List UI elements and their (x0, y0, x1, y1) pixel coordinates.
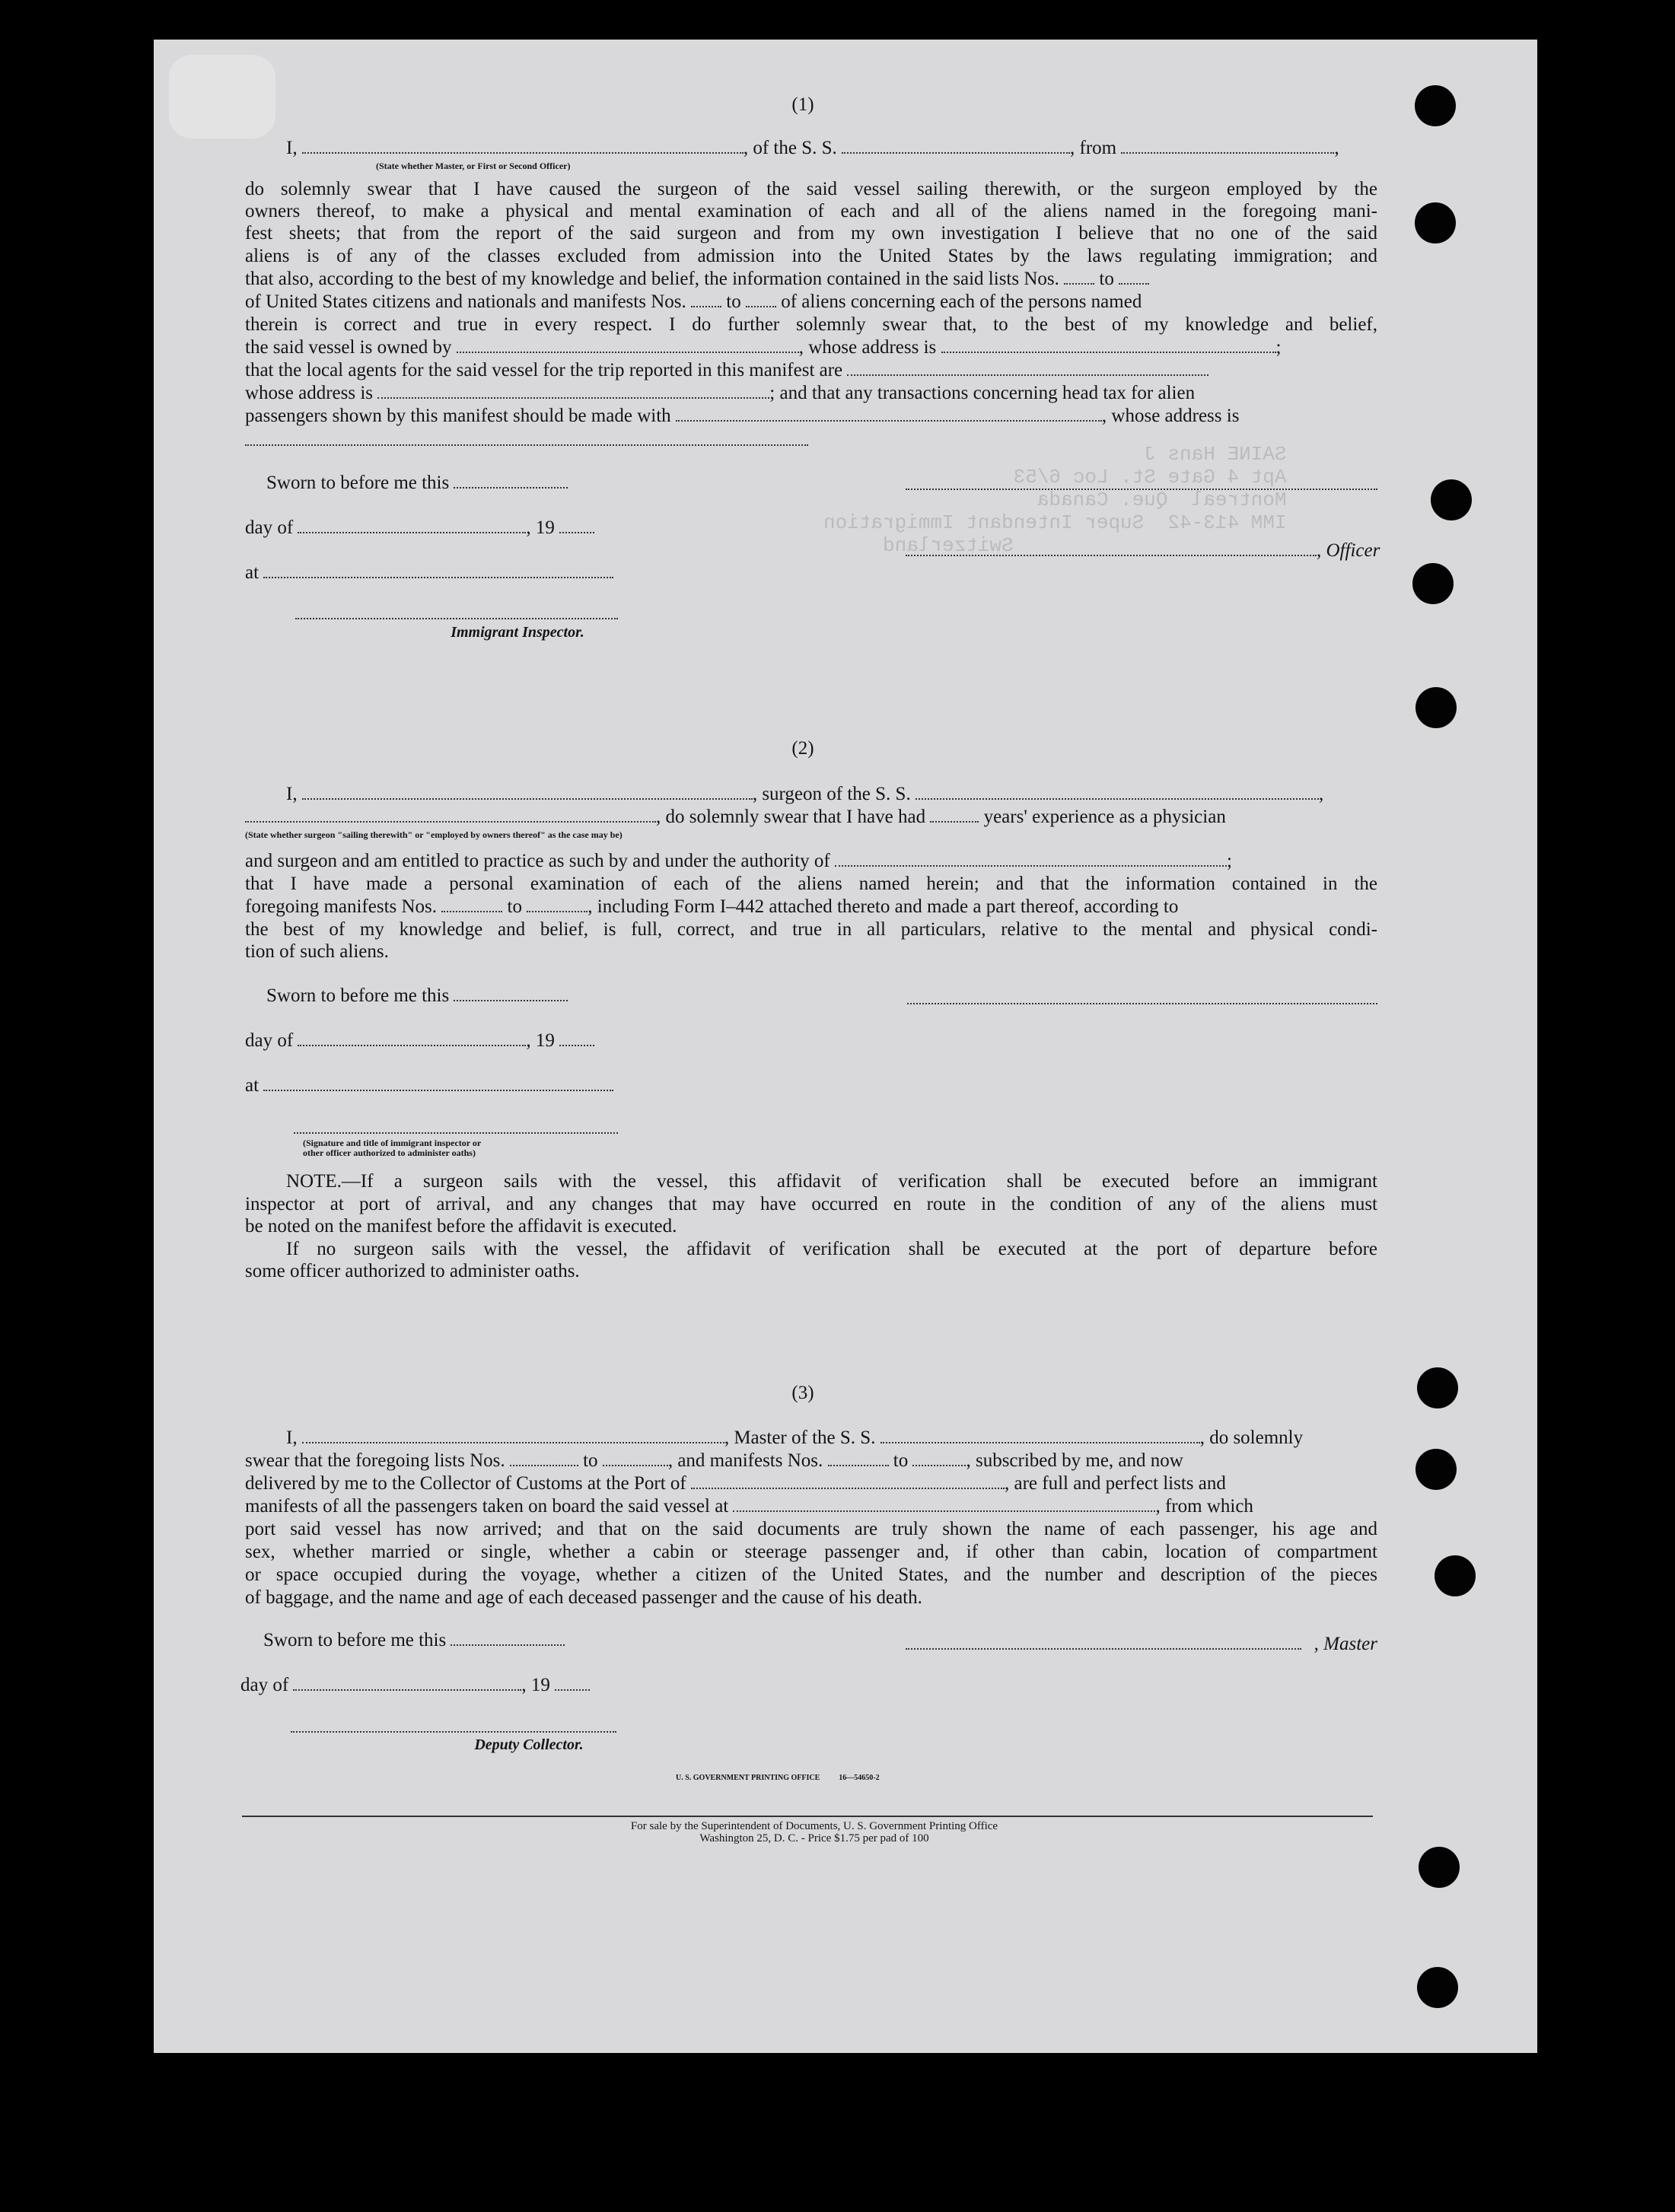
s3-l3-b: , are full and perfect lists and (1005, 1473, 1226, 1494)
owner-field[interactable] (457, 336, 799, 353)
s2-l5-a: foregoing manifests Nos. (245, 896, 438, 917)
s2-dayof (245, 1030, 641, 1052)
s3-lists-to-field[interactable] (603, 1450, 668, 1466)
s3-line-1 (286, 1427, 1377, 1450)
s2-line-4: that I have made a personal examination of each of the aliens named herein; and that the information contained in the (245, 874, 1377, 894)
scan-blemish (169, 55, 275, 138)
note-text-1: —If a surgeon sails with the vessel, this affidavit of verification shall be executed before an immigrant (341, 1171, 1377, 1192)
sale-notice-2: Washington 25, D. C. - Price $1.75 per pad of 100 (699, 1832, 929, 1844)
section-2-heading: (2) (791, 738, 814, 759)
s2-manifests-from-field[interactable] (441, 896, 502, 912)
s3-l3-a: delivered by me to the Collector of Customs at the Port of (245, 1473, 686, 1494)
s1-l12-b: , whose address is (1101, 406, 1240, 426)
s1-l6-b: to (1099, 269, 1114, 289)
s2-l5-b: to (507, 896, 522, 917)
s1-line-11 (245, 382, 1377, 405)
surgeon-name-field[interactable] (302, 783, 753, 800)
s3-vessel-field[interactable] (880, 1427, 1200, 1443)
s3-manifests-from-field[interactable] (828, 1450, 889, 1466)
s3-lists-from-field[interactable] (510, 1450, 578, 1466)
punch-hole (1435, 1555, 1476, 1596)
s2-note-line-4: If no surgeon sails with the vessel, the affidavit of verification shall be executed at the port of departure before (286, 1239, 1377, 1259)
s1-line-4: fest sheets; that from the report of the said surgeon and from my own investigation I believe that no one of the said (245, 223, 1377, 243)
s3-manifests-to-field[interactable] (912, 1450, 966, 1466)
s1-l1-c: , from (1070, 138, 1117, 158)
s3-l4-b: , from which (1155, 1496, 1253, 1517)
s1-year-field[interactable] (559, 517, 594, 533)
s3-year-field[interactable] (555, 1674, 590, 1691)
s1-caption-rank: (State whether Master, or First or Second Officer) (376, 161, 571, 171)
sale-notice-1: For sale by the Superintendent of Documents, U. S. Government Printing Office (630, 1820, 998, 1832)
s2-l1-a: I, (286, 784, 298, 804)
s1-l7-c: of aliens concerning each of the persons named (781, 291, 1142, 312)
s1-l9-c: ; (1275, 337, 1282, 358)
s3-master-label: , Master (1314, 1634, 1377, 1654)
s2-line-2 (245, 806, 1377, 829)
s2-line-3 (245, 850, 1377, 873)
local-agents-field[interactable] (847, 359, 1208, 376)
s3-l2-c: , and manifests Nos. (667, 1450, 823, 1471)
s2-l2-a: , do solemnly swear that I have had (656, 807, 926, 827)
s1-line-9 (245, 336, 1377, 359)
s1-l11-b: ; and that any transactions concerning head tax for alien (769, 383, 1196, 403)
s1-l6-a: that also, according to the best of my knowledge and belief, the information contained in the said lists Nos. (245, 269, 1059, 289)
s1-officer-label: , Officer (1317, 540, 1380, 561)
s2-line-6: the best of my knowledge and belief, is full, correct, and true in all particulars, relative to the mental and physical condi- (245, 919, 1377, 940)
s1-line-10 (245, 359, 1377, 382)
s1-line-12 (245, 405, 1377, 428)
s2-at-label: at (245, 1075, 260, 1096)
s1-l7-a: of United States citizens and nationals and manifests Nos. (245, 291, 686, 312)
s1-line-5: aliens is of any of the classes excluded from admission into the United States by the laws regulating immigration; and (245, 246, 1377, 266)
head-tax-party-field[interactable] (676, 405, 1102, 422)
s3-month-field[interactable] (293, 1674, 521, 1691)
officer-rank-field[interactable] (302, 137, 744, 154)
note-label: NOTE. (286, 1171, 342, 1192)
s2-l3-b: ; (1227, 851, 1232, 871)
s2-sworn-day-field[interactable] (454, 985, 568, 1001)
section-1-heading: (1) (791, 94, 814, 115)
departure-port-field[interactable] (1121, 137, 1334, 154)
s1-sworn (266, 472, 647, 495)
s3-line-7: or space occupied during the voyage, whether a citizen of the United States, and the number and description of the pieces (245, 1564, 1377, 1585)
s3-sworn (263, 1629, 644, 1652)
s2-year-label: , 19 (526, 1030, 555, 1051)
s2-l1-b: , surgeon of the S. S. (752, 784, 911, 804)
s2-caption-status: (State whether surgeon "sailing therewith" or "employed by owners thereof" as the case may be) (245, 829, 623, 840)
punch-hole (1415, 687, 1457, 728)
s3-l1-c: , do solemnly (1199, 1427, 1304, 1448)
s2-at (245, 1074, 641, 1097)
s1-officer-field[interactable] (906, 539, 1317, 556)
s3-l1-a: I, (286, 1427, 298, 1448)
s1-inspector-line[interactable] (295, 618, 618, 619)
punch-hole (1415, 1449, 1457, 1490)
s1-l7-b: to (726, 291, 741, 312)
s2-note-line-5: some officer authorized to administer oaths. (245, 1261, 580, 1281)
s1-at (245, 562, 641, 584)
s3-line-8: of baggage, and the name and age of each deceased passenger and the cause of his death. (245, 1587, 922, 1608)
s3-line-3 (245, 1472, 1377, 1495)
agents-address-field[interactable] (377, 382, 769, 399)
s1-l12-a: passengers shown by this manifest should be made with (245, 406, 671, 426)
port-of-arrival-field[interactable] (691, 1472, 1005, 1489)
manifests-to-field[interactable] (746, 291, 776, 307)
s1-l11-a: whose address is (245, 383, 374, 403)
s1-officer (906, 539, 1380, 562)
s3-l2-a: swear that the foregoing lists Nos. (245, 1450, 505, 1471)
s2-l2-b: years' experience as a physician (983, 807, 1226, 827)
s1-sworn-label: Sworn to before me this (266, 473, 450, 493)
s3-line-4 (245, 1495, 1377, 1518)
s2-year-field[interactable] (559, 1030, 594, 1046)
s3-l2-d: to (893, 1450, 909, 1471)
lists-from-field[interactable] (1064, 268, 1094, 285)
s1-sworn-day-field[interactable] (454, 472, 568, 489)
owner-address-field[interactable] (941, 336, 1276, 353)
s3-line-5: port said vessel has now arrived; and that on the said documents are truly shown the name of each passenger, his age and (245, 1519, 1377, 1539)
s3-l1-b: , Master of the S. S. (724, 1427, 876, 1448)
show-through-text: SAINE Hans J Apt 4 Gate St. Loc 6/53 Montreal Que. Canada IMM 413-42 Super Intendant Immigration Switzerland (823, 443, 1287, 557)
s3-deputy-line[interactable] (291, 1731, 616, 1733)
port-of-embarkation-field[interactable] (733, 1495, 1155, 1512)
s1-l9-b: , whose address is (798, 337, 937, 358)
s1-month-field[interactable] (298, 517, 526, 533)
s3-year-label: , 19 (521, 1675, 550, 1695)
vessel-name-field[interactable] (842, 137, 1070, 154)
s1-at-label: at (245, 562, 260, 583)
s3-l2-b: to (583, 1450, 598, 1471)
s1-dayof-label: day of (245, 517, 294, 538)
punch-hole (1431, 479, 1472, 520)
s2-line-7: tion of such aliens. (245, 941, 389, 962)
s2-inspector-line[interactable] (294, 1132, 618, 1134)
punch-hole (1415, 202, 1456, 243)
s3-l4-a: manifests of all the passengers taken on board the said vessel at (245, 1496, 729, 1517)
s2-at-field[interactable] (263, 1074, 613, 1091)
s1-year-label: , 19 (526, 517, 555, 538)
punch-hole (1412, 563, 1454, 604)
s2-l1-c: , (1318, 784, 1324, 804)
s3-master (906, 1633, 1377, 1656)
s2-note-line-1 (286, 1170, 1377, 1193)
s1-l10: that the local agents for the said vessel for the trip reported in this manifest are (245, 360, 843, 380)
lists-to-field[interactable] (1119, 268, 1149, 285)
s1-l9-a: the said vessel is owned by (245, 337, 452, 358)
s2-note-line-2: inspector at port of arrival, and any changes that may have occurred en route in the condition of any of the aliens must (245, 1194, 1377, 1214)
s3-sworn-day-field[interactable] (451, 1629, 565, 1646)
s1-inspector-label: Immigrant Inspector. (451, 624, 584, 641)
s3-line-2 (245, 1450, 1377, 1472)
years-experience-field[interactable] (930, 806, 979, 823)
section-3-heading: (3) (791, 1383, 814, 1403)
footer-rule (242, 1816, 1373, 1817)
surgeon-status-field[interactable] (245, 806, 656, 823)
s2-dayof-label: day of (245, 1030, 294, 1051)
s1-address-continuation (245, 444, 808, 446)
s2-line-5 (245, 896, 1377, 918)
s1-line-3: owners thereof, to make a physical and mental examination of each and all of the aliens named in the foregoing mani- (245, 201, 1377, 221)
s3-dayof-label: day of (240, 1675, 289, 1695)
s1-at-field[interactable] (263, 562, 613, 578)
s2-sig-caption-1: (Signature and title of immigrant inspector or (303, 1138, 482, 1148)
s1-l1-b: , of the S. S. (743, 138, 837, 158)
s3-l2-e: , subscribed by me, and now (966, 1450, 1183, 1471)
punch-hole (1417, 1967, 1458, 2008)
authority-field[interactable] (835, 850, 1227, 867)
s2-sig-caption-2: other officer authorized to administer oaths) (303, 1147, 476, 1158)
s2-sworn (266, 985, 647, 1007)
s2-l5-c: , including Form I–442 attached thereto and made a part thereof, according to (588, 896, 1179, 917)
s2-month-field[interactable] (298, 1030, 526, 1046)
s3-line-6: sex, whether married or single, whether a cabin or steerage passenger and, if other than cabin, location of compartment (245, 1542, 1377, 1562)
s1-line-1 (286, 137, 1377, 160)
s1-l1-d: , (1334, 138, 1339, 158)
s1-line-2: do solemnly swear that I have caused the surgeon of the said vessel sailing therewith, or the surgeon employed by the (245, 179, 1377, 199)
s2-line-1 (286, 783, 1377, 806)
s1-line-7 (245, 291, 1377, 313)
s3-sworn-label: Sworn to before me this (263, 1630, 447, 1650)
punch-hole (1417, 1367, 1458, 1408)
s1-officer-sig-line[interactable] (906, 489, 1377, 490)
s2-vessel-field[interactable] (916, 783, 1319, 800)
s1-dayof (245, 517, 641, 539)
punch-hole (1415, 85, 1456, 126)
s2-surgeon-sig-line[interactable] (907, 1003, 1377, 1004)
s1-l1-a: I, (286, 138, 298, 158)
s3-master-sig-field[interactable] (906, 1633, 1301, 1650)
s2-l3-a: and surgeon and am entitled to practice as such by and under the authority of (245, 851, 830, 871)
s2-manifests-to-field[interactable] (527, 896, 588, 912)
gpo-imprint: U. S. GOVERNMENT PRINTING OFFICE 16—54650-2 (676, 1774, 880, 1782)
manifests-from-field[interactable] (691, 291, 721, 307)
s1-line-8: therein is correct and true in every respect. I do further solemnly swear that, to the best of my knowledge and belief, (245, 314, 1377, 335)
s1-line-6 (245, 268, 1377, 291)
s3-dayof (240, 1674, 636, 1697)
punch-hole (1419, 1847, 1460, 1888)
master-name-field[interactable] (302, 1427, 724, 1443)
s2-note-line-3: be noted on the manifest before the affidavit is executed. (245, 1216, 677, 1236)
s2-sworn-label: Sworn to before me this (266, 985, 450, 1006)
s3-deputy-label: Deputy Collector. (474, 1736, 584, 1753)
